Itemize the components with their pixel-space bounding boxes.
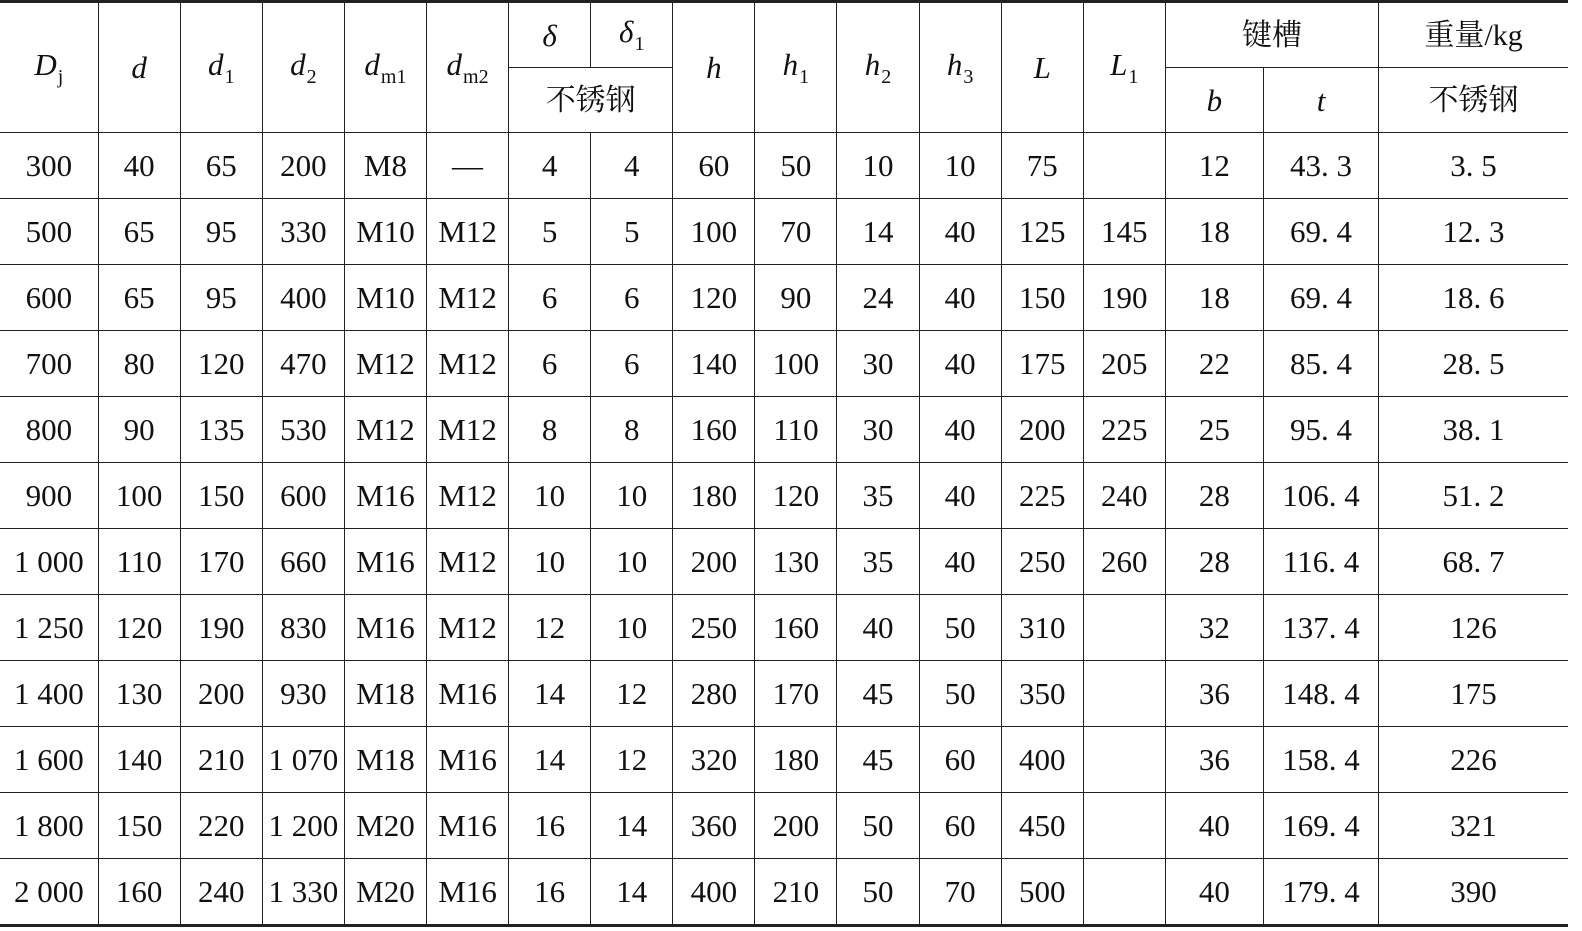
cell-d: 150: [98, 793, 180, 859]
cell-delta: 16: [509, 793, 591, 859]
cell-b: 32: [1165, 595, 1263, 661]
cell-dm2: M16: [427, 859, 509, 926]
cell-weight: 28. 5: [1379, 331, 1568, 397]
cell-d2: 930: [262, 661, 344, 727]
cell-weight: 390: [1379, 859, 1568, 926]
cell-L: 250: [1001, 529, 1083, 595]
cell-d1: 210: [180, 727, 262, 793]
table-row: [0, 397, 1568, 463]
header-material: 不锈钢: [509, 68, 673, 133]
cell-d1: 170: [180, 529, 262, 595]
cell-Dj: 1 800: [0, 793, 98, 859]
cell-d: 140: [98, 727, 180, 793]
cell-h: 360: [673, 793, 755, 859]
cell-dm1: M12: [344, 331, 426, 397]
header-dm1: $d_{m1}$: [344, 2, 426, 133]
cell-L1: [1083, 133, 1165, 199]
cell-dm2: M16: [427, 661, 509, 727]
table-row: [0, 265, 1568, 331]
cell-delta1: 8: [591, 397, 673, 463]
header-keyway: 键槽: [1165, 2, 1378, 68]
cell-t: 85. 4: [1263, 331, 1378, 397]
cell-L1: 225: [1083, 397, 1165, 463]
cell-weight: 226: [1379, 727, 1568, 793]
cell-delta1: 14: [591, 793, 673, 859]
cell-h3: 50: [919, 661, 1001, 727]
cell-delta1: 10: [591, 595, 673, 661]
cell-delta: 5: [509, 199, 591, 265]
cell-delta1: 10: [591, 463, 673, 529]
cell-b: 40: [1165, 793, 1263, 859]
cell-d: 65: [98, 199, 180, 265]
cell-d1: 120: [180, 331, 262, 397]
cell-dm2: M16: [427, 793, 509, 859]
cell-b: 18: [1165, 199, 1263, 265]
cell-h: 100: [673, 199, 755, 265]
cell-d1: 220: [180, 793, 262, 859]
cell-dm1: M16: [344, 595, 426, 661]
cell-t: 106. 4: [1263, 463, 1378, 529]
header-t: t: [1263, 68, 1378, 133]
cell-dm1: M10: [344, 199, 426, 265]
cell-Dj: 500: [0, 199, 98, 265]
cell-d1: 190: [180, 595, 262, 661]
cell-h: 60: [673, 133, 755, 199]
cell-b: 40: [1165, 859, 1263, 926]
cell-h2: 45: [837, 661, 919, 727]
cell-h2: 50: [837, 859, 919, 926]
cell-dm2: M12: [427, 463, 509, 529]
header-dm2: $d_{m2}$: [427, 2, 509, 133]
cell-d2: 470: [262, 331, 344, 397]
cell-h: 400: [673, 859, 755, 926]
cell-L: 200: [1001, 397, 1083, 463]
cell-d2: 530: [262, 397, 344, 463]
cell-d: 90: [98, 397, 180, 463]
cell-b: 28: [1165, 463, 1263, 529]
cell-h3: 40: [919, 397, 1001, 463]
cell-dm1: M8: [344, 133, 426, 199]
table-row: [0, 463, 1568, 529]
cell-d: 160: [98, 859, 180, 926]
cell-L1: [1083, 661, 1165, 727]
cell-delta: 16: [509, 859, 591, 926]
cell-h: 120: [673, 265, 755, 331]
cell-dm2: M12: [427, 265, 509, 331]
table-row: [0, 595, 1568, 661]
cell-h1: 130: [755, 529, 837, 595]
table-row: [0, 661, 1568, 727]
cell-t: 137. 4: [1263, 595, 1378, 661]
cell-delta1: 4: [591, 133, 673, 199]
cell-delta1: 10: [591, 529, 673, 595]
cell-dm2: M12: [427, 397, 509, 463]
cell-delta: 8: [509, 397, 591, 463]
table-row: [0, 133, 1568, 199]
cell-L1: 260: [1083, 529, 1165, 595]
cell-h: 200: [673, 529, 755, 595]
cell-dm1: M18: [344, 727, 426, 793]
cell-dm1: M12: [344, 397, 426, 463]
cell-d2: 600: [262, 463, 344, 529]
cell-d1: 200: [180, 661, 262, 727]
cell-L1: [1083, 859, 1165, 926]
cell-h3: 60: [919, 793, 1001, 859]
cell-h1: 210: [755, 859, 837, 926]
cell-h1: 160: [755, 595, 837, 661]
cell-d: 120: [98, 595, 180, 661]
cell-L1: 205: [1083, 331, 1165, 397]
cell-h2: 45: [837, 727, 919, 793]
cell-h: 180: [673, 463, 755, 529]
cell-L: 150: [1001, 265, 1083, 331]
cell-delta1: 12: [591, 661, 673, 727]
cell-t: 116. 4: [1263, 529, 1378, 595]
cell-dm2: M12: [427, 331, 509, 397]
cell-h3: 40: [919, 199, 1001, 265]
cell-L: 225: [1001, 463, 1083, 529]
cell-delta1: 5: [591, 199, 673, 265]
cell-dm2: M12: [427, 199, 509, 265]
cell-h1: 180: [755, 727, 837, 793]
cell-dm2: M12: [427, 595, 509, 661]
cell-h3: 40: [919, 265, 1001, 331]
cell-b: 25: [1165, 397, 1263, 463]
cell-d: 80: [98, 331, 180, 397]
cell-h: 320: [673, 727, 755, 793]
cell-d: 110: [98, 529, 180, 595]
cell-h1: 90: [755, 265, 837, 331]
header-L: L: [1001, 2, 1083, 133]
cell-h3: 40: [919, 529, 1001, 595]
cell-d1: 135: [180, 397, 262, 463]
header-Dj: $D_j$: [0, 2, 98, 133]
cell-b: 18: [1165, 265, 1263, 331]
cell-d2: 1 200: [262, 793, 344, 859]
cell-dm1: M10: [344, 265, 426, 331]
cell-d: 100: [98, 463, 180, 529]
cell-Dj: 600: [0, 265, 98, 331]
cell-d2: 400: [262, 265, 344, 331]
cell-b: 12: [1165, 133, 1263, 199]
cell-delta: 10: [509, 463, 591, 529]
cell-dm2: —: [427, 133, 509, 199]
cell-delta1: 14: [591, 859, 673, 926]
header-weight-material: 不锈钢: [1379, 68, 1568, 133]
cell-t: 69. 4: [1263, 265, 1378, 331]
cell-delta1: 12: [591, 727, 673, 793]
cell-h3: 50: [919, 595, 1001, 661]
table-row: [0, 859, 1568, 926]
cell-h3: 60: [919, 727, 1001, 793]
cell-h3: 40: [919, 331, 1001, 397]
cell-h1: 170: [755, 661, 837, 727]
cell-h1: 100: [755, 331, 837, 397]
cell-L1: [1083, 595, 1165, 661]
cell-t: 158. 4: [1263, 727, 1378, 793]
cell-h: 140: [673, 331, 755, 397]
cell-delta: 4: [509, 133, 591, 199]
cell-dm2: M16: [427, 727, 509, 793]
table-row: [0, 727, 1568, 793]
cell-L1: 145: [1083, 199, 1165, 265]
cell-h2: 10: [837, 133, 919, 199]
cell-t: 43. 3: [1263, 133, 1378, 199]
cell-h: 160: [673, 397, 755, 463]
cell-L: 125: [1001, 199, 1083, 265]
cell-d: 40: [98, 133, 180, 199]
header-h3: $h_3$: [919, 2, 1001, 133]
table-body: [0, 133, 1568, 926]
cell-h3: 10: [919, 133, 1001, 199]
cell-L: 75: [1001, 133, 1083, 199]
cell-d2: 1 330: [262, 859, 344, 926]
cell-delta1: 6: [591, 265, 673, 331]
cell-dm1: M20: [344, 859, 426, 926]
cell-dm1: M16: [344, 529, 426, 595]
cell-d1: 150: [180, 463, 262, 529]
cell-t: 179. 4: [1263, 859, 1378, 926]
cell-d1: 65: [180, 133, 262, 199]
cell-dm2: M12: [427, 529, 509, 595]
cell-d1: 240: [180, 859, 262, 926]
cell-delta: 14: [509, 661, 591, 727]
cell-h1: 70: [755, 199, 837, 265]
cell-delta: 10: [509, 529, 591, 595]
cell-dm1: M20: [344, 793, 426, 859]
cell-L1: [1083, 727, 1165, 793]
cell-weight: 51. 2: [1379, 463, 1568, 529]
cell-d1: 95: [180, 265, 262, 331]
table-row: [0, 331, 1568, 397]
cell-delta: 6: [509, 331, 591, 397]
cell-delta1: 6: [591, 331, 673, 397]
cell-d2: 330: [262, 199, 344, 265]
header-h2: $h_2$: [837, 2, 919, 133]
cell-Dj: 1 400: [0, 661, 98, 727]
cell-h1: 110: [755, 397, 837, 463]
cell-L: 450: [1001, 793, 1083, 859]
cell-h3: 70: [919, 859, 1001, 926]
cell-weight: 3. 5: [1379, 133, 1568, 199]
cell-b: 36: [1165, 727, 1263, 793]
cell-Dj: 800: [0, 397, 98, 463]
cell-t: 148. 4: [1263, 661, 1378, 727]
cell-Dj: 700: [0, 331, 98, 397]
cell-weight: 321: [1379, 793, 1568, 859]
cell-L: 400: [1001, 727, 1083, 793]
cell-L: 350: [1001, 661, 1083, 727]
cell-h2: 50: [837, 793, 919, 859]
cell-b: 36: [1165, 661, 1263, 727]
cell-t: 169. 4: [1263, 793, 1378, 859]
table-row: [0, 793, 1568, 859]
header-h: h: [673, 2, 755, 133]
cell-delta: 12: [509, 595, 591, 661]
cell-b: 22: [1165, 331, 1263, 397]
cell-b: 28: [1165, 529, 1263, 595]
header-delta1: $\delta_1$: [591, 2, 673, 68]
header-d2: $d_2$: [262, 2, 344, 133]
cell-h2: 30: [837, 397, 919, 463]
cell-h1: 120: [755, 463, 837, 529]
cell-L1: 240: [1083, 463, 1165, 529]
cell-h: 250: [673, 595, 755, 661]
cell-h2: 14: [837, 199, 919, 265]
cell-Dj: 300: [0, 133, 98, 199]
cell-h: 280: [673, 661, 755, 727]
cell-h2: 30: [837, 331, 919, 397]
cell-L: 310: [1001, 595, 1083, 661]
cell-L: 500: [1001, 859, 1083, 926]
cell-d2: 830: [262, 595, 344, 661]
cell-weight: 18. 6: [1379, 265, 1568, 331]
cell-L: 175: [1001, 331, 1083, 397]
cell-L1: 190: [1083, 265, 1165, 331]
cell-d2: 1 070: [262, 727, 344, 793]
header-row-1: [0, 2, 1568, 68]
cell-Dj: 900: [0, 463, 98, 529]
cell-Dj: 2 000: [0, 859, 98, 926]
cell-d1: 95: [180, 199, 262, 265]
cell-dm1: M16: [344, 463, 426, 529]
cell-dm1: M18: [344, 661, 426, 727]
cell-delta: 14: [509, 727, 591, 793]
cell-d2: 200: [262, 133, 344, 199]
header-delta: δ: [509, 2, 591, 68]
table-row: [0, 199, 1568, 265]
cell-weight: 68. 7: [1379, 529, 1568, 595]
cell-delta: 6: [509, 265, 591, 331]
cell-weight: 38. 1: [1379, 397, 1568, 463]
cell-weight: 126: [1379, 595, 1568, 661]
cell-Dj: 1 250: [0, 595, 98, 661]
cell-h2: 35: [837, 463, 919, 529]
cell-h2: 40: [837, 595, 919, 661]
cell-h1: 200: [755, 793, 837, 859]
header-d1: $d_1$: [180, 2, 262, 133]
cell-L1: [1083, 793, 1165, 859]
cell-Dj: 1 000: [0, 529, 98, 595]
header-weight: 重量/kg: [1379, 2, 1568, 68]
cell-Dj: 1 600: [0, 727, 98, 793]
cell-d: 65: [98, 265, 180, 331]
cell-h3: 40: [919, 463, 1001, 529]
header-d: d: [98, 2, 180, 133]
cell-weight: 12. 3: [1379, 199, 1568, 265]
cell-h1: 50: [755, 133, 837, 199]
header-h1: $h_1$: [755, 2, 837, 133]
cell-h2: 35: [837, 529, 919, 595]
cell-t: 69. 4: [1263, 199, 1378, 265]
cell-h2: 24: [837, 265, 919, 331]
cell-weight: 175: [1379, 661, 1568, 727]
header-b: b: [1165, 68, 1263, 133]
table-row: [0, 529, 1568, 595]
cell-t: 95. 4: [1263, 397, 1378, 463]
cell-d: 130: [98, 661, 180, 727]
header-L1: $L_1$: [1083, 2, 1165, 133]
cell-d2: 660: [262, 529, 344, 595]
